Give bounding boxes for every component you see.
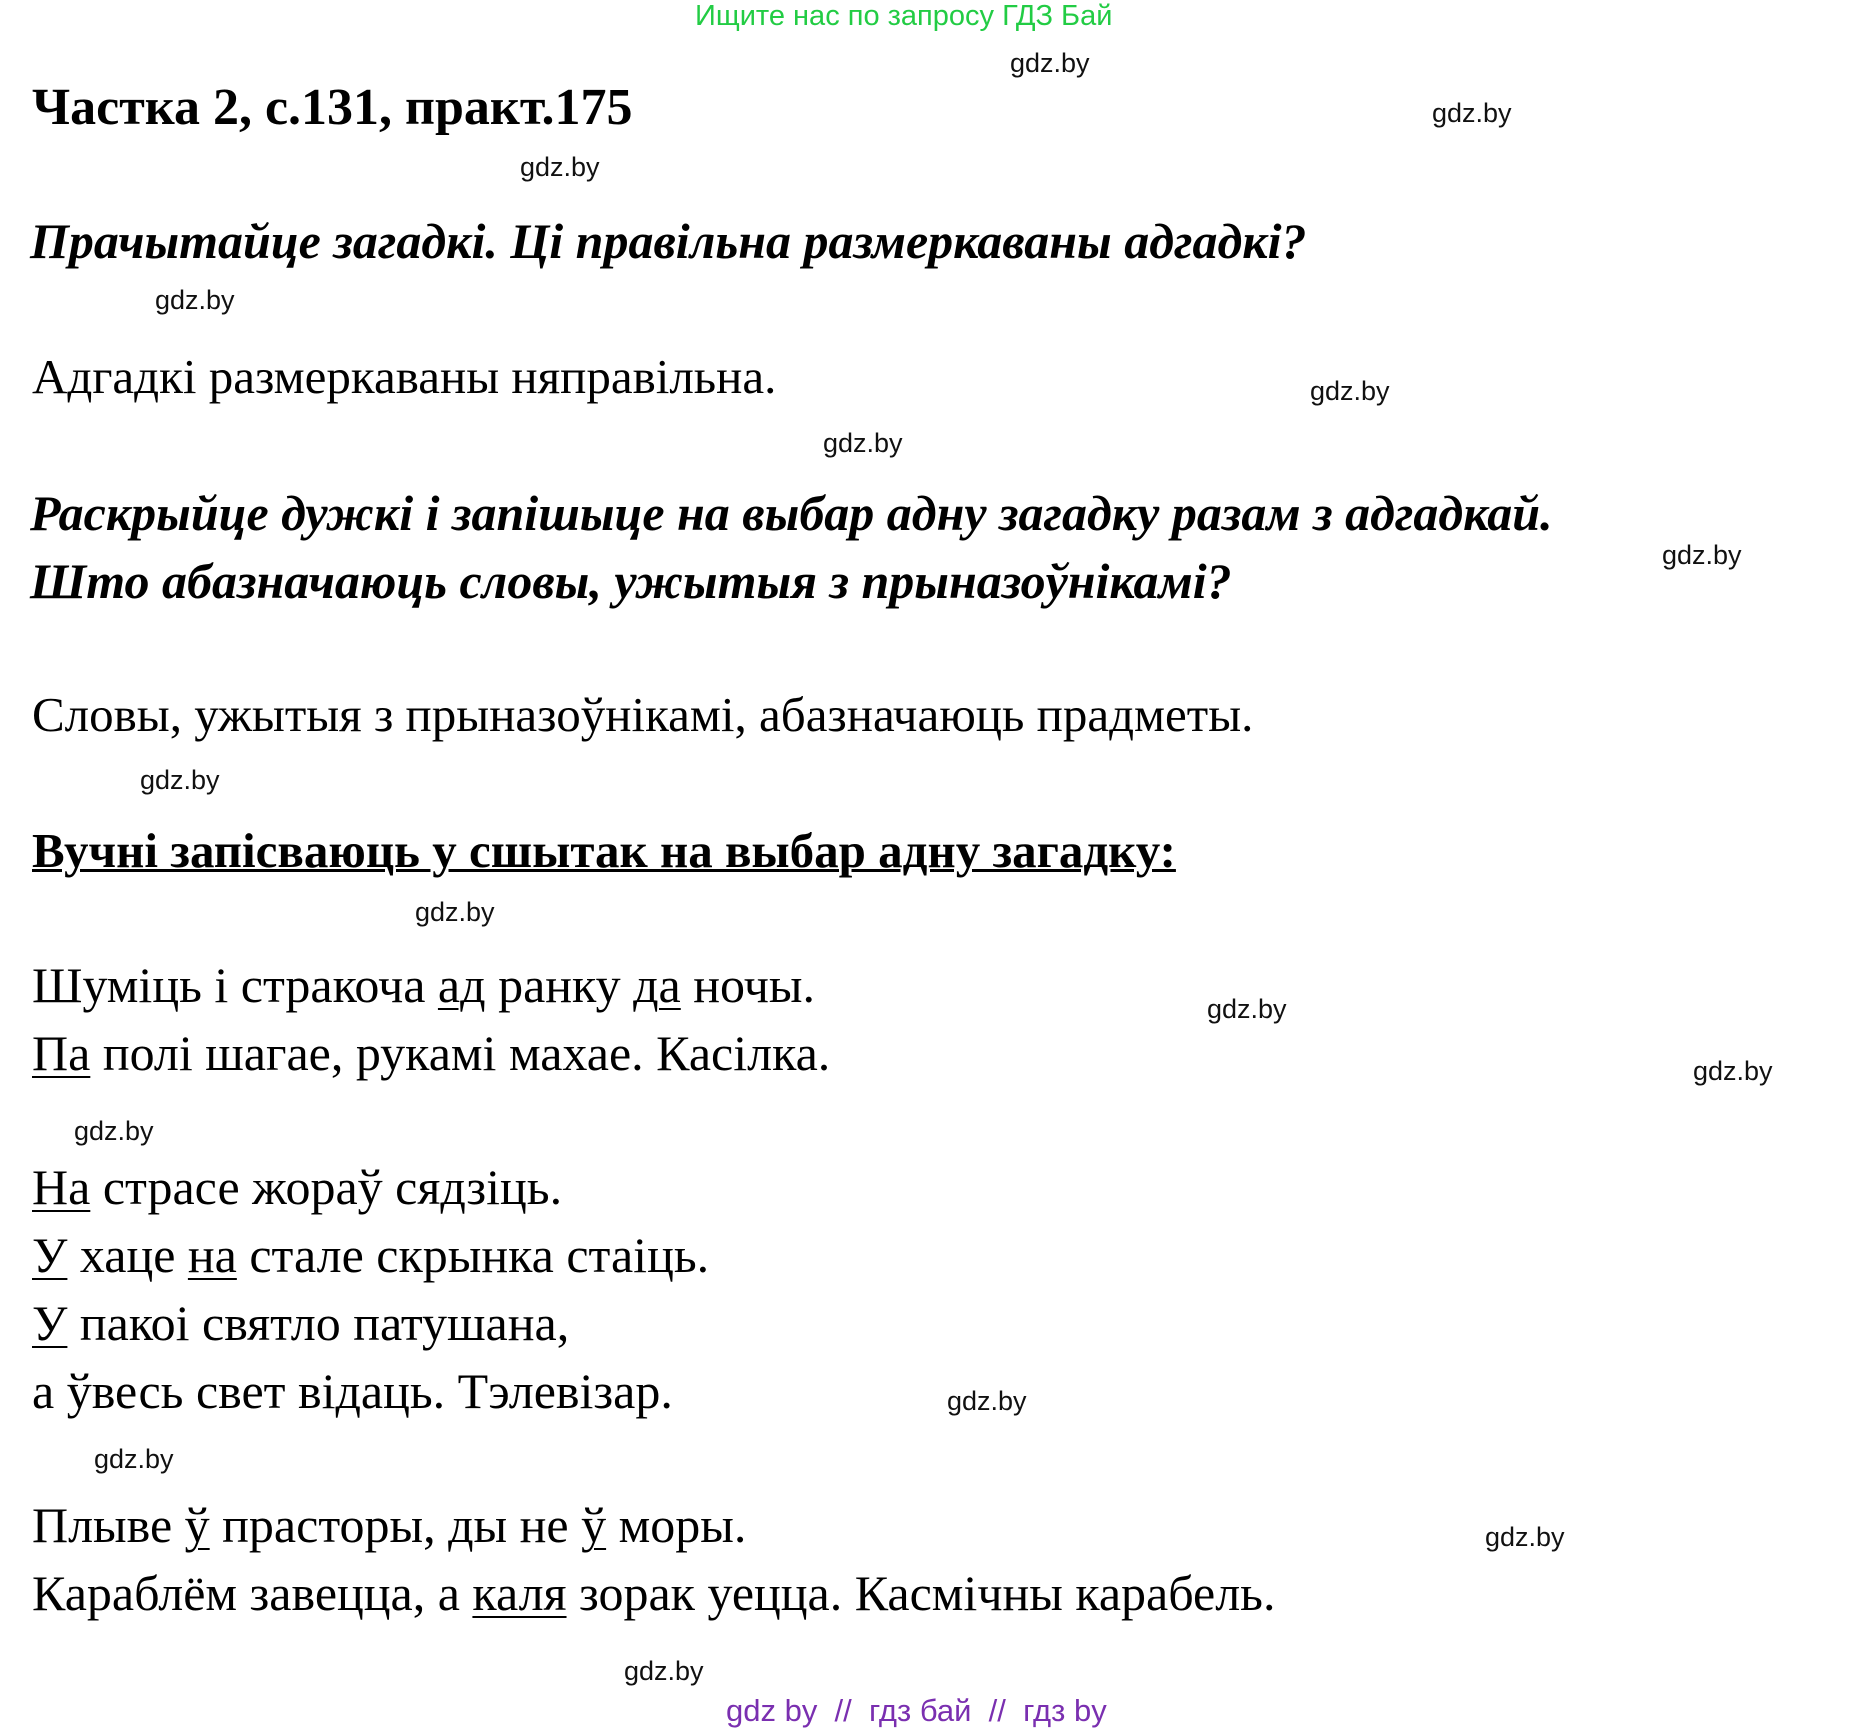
watermark: gdz.by bbox=[1693, 1056, 1773, 1086]
watermark: gdz.by bbox=[74, 1116, 154, 1146]
text-fragment: ранку bbox=[485, 957, 634, 1013]
watermark: gdz.by bbox=[1010, 48, 1090, 78]
text-fragment: страсе жораў сядзіць. bbox=[90, 1159, 563, 1215]
watermark: gdz.by bbox=[415, 897, 495, 927]
watermark: gdz.by bbox=[624, 1656, 704, 1686]
text-fragment: моры. bbox=[606, 1497, 747, 1553]
footer-links: gdz by // гдз бай // гдз by bbox=[726, 1693, 1107, 1728]
task-2-line-2: Што абазначаюць словы, ужытыя з прыназоўнікамі? bbox=[30, 553, 1232, 609]
watermark: gdz.by bbox=[140, 765, 220, 795]
text-fragment: Плыве bbox=[32, 1497, 185, 1553]
preposition: На bbox=[32, 1159, 91, 1215]
search-banner: Ищите нас по запросу ГДЗ Бай bbox=[695, 0, 1113, 32]
preposition: каля bbox=[472, 1565, 567, 1621]
riddle-2-line-2 bbox=[32, 1227, 710, 1283]
answer-1: Адгадкі размеркаваны няправільна. bbox=[32, 349, 777, 404]
watermark: gdz.by bbox=[1662, 540, 1742, 570]
watermark: gdz.by bbox=[520, 152, 600, 182]
watermark: gdz.by bbox=[1207, 994, 1287, 1024]
text-fragment: стале скрынка стаіць. bbox=[236, 1227, 710, 1283]
watermark: gdz.by bbox=[1310, 376, 1390, 406]
preposition: Па bbox=[32, 1025, 91, 1081]
watermark: gdz.by bbox=[94, 1444, 174, 1474]
preposition: да bbox=[633, 957, 681, 1013]
page-title: Частка 2, с.131, практ.175 bbox=[32, 79, 633, 136]
text-fragment: пакоі святло патушана, bbox=[67, 1295, 570, 1351]
preposition: на bbox=[187, 1227, 237, 1283]
watermark: gdz.by bbox=[1432, 98, 1512, 128]
preposition: ў bbox=[581, 1497, 607, 1553]
text-fragment: прасторы, ды не bbox=[209, 1497, 582, 1553]
watermark: gdz.by bbox=[947, 1386, 1027, 1416]
riddle-2-line-1 bbox=[32, 1159, 563, 1215]
riddle-2-line-3 bbox=[32, 1295, 570, 1351]
preposition: У bbox=[32, 1227, 68, 1283]
answer-2: Словы, ужытыя з прыназоўнікамі, абазначаюць прадметы. bbox=[32, 687, 1254, 742]
text-fragment: хаце bbox=[67, 1227, 188, 1283]
text-fragment: зорак уецца. Касмічны карабель. bbox=[566, 1565, 1276, 1621]
task-2-line-1: Раскрыйце дужкі і запішыце на выбар адну загадку разам з адгадкай. bbox=[30, 485, 1553, 541]
text-fragment: а ўвесь свет відаць. Тэлевізар. bbox=[32, 1363, 673, 1419]
riddle-2-line-4 bbox=[32, 1363, 673, 1419]
text-fragment: Караблём завецца, а bbox=[32, 1565, 473, 1621]
watermark: gdz.by bbox=[823, 428, 903, 458]
riddle-3-line-2 bbox=[32, 1565, 1276, 1621]
text-fragment: Шуміць і стракоча bbox=[32, 957, 438, 1013]
text-fragment: полі шагае, рукамі махае. Касілка. bbox=[90, 1025, 831, 1081]
text-fragment: ночы. bbox=[680, 957, 815, 1013]
watermark: gdz.by bbox=[1485, 1522, 1565, 1552]
section-heading: Вучні запісваюць у сшытак на выбар адну загадку: bbox=[32, 823, 1176, 878]
riddle-3-line-1 bbox=[32, 1497, 747, 1553]
riddle-1-line-2 bbox=[32, 1025, 831, 1081]
watermark: gdz.by bbox=[155, 285, 235, 315]
preposition: У bbox=[32, 1295, 68, 1351]
preposition: ад bbox=[437, 957, 486, 1013]
task-1: Прачытайце загадкі. Ці правільна размеркаваны адгадкі? bbox=[30, 213, 1307, 269]
preposition: ў bbox=[184, 1497, 210, 1553]
riddle-1-line-1 bbox=[32, 957, 815, 1013]
